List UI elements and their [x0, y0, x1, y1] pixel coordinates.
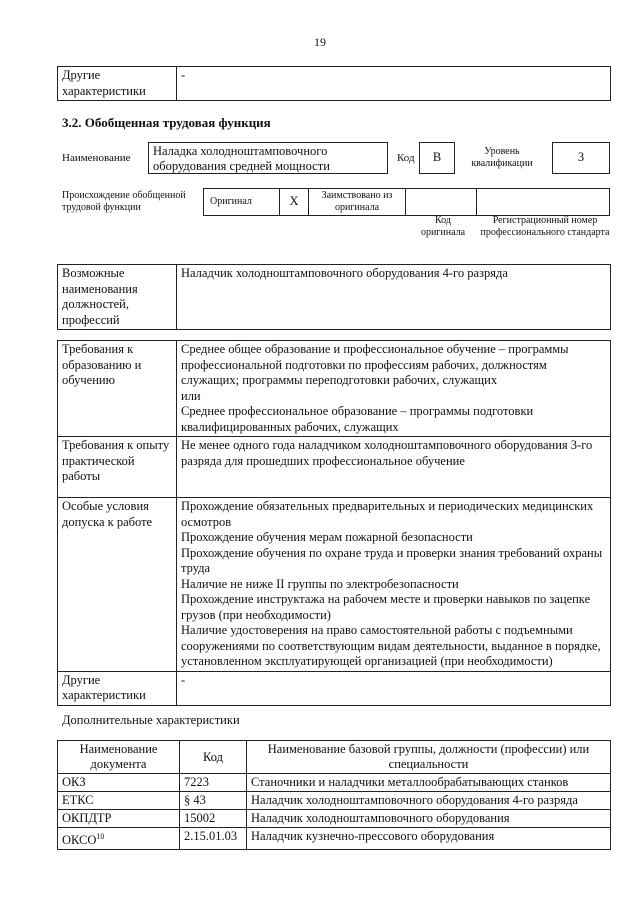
table-row	[58, 810, 611, 828]
row-code: 15002	[180, 810, 247, 828]
original-mark: X	[280, 189, 309, 216]
row-code: 2.15.01.03	[180, 828, 247, 850]
positions-table	[57, 264, 611, 330]
requirement-label: Требования к опыту практической работы	[58, 437, 177, 498]
requirement-row	[58, 671, 611, 705]
positions-value: Наладчик холодноштамповочного оборудования 4-го разряда	[177, 265, 611, 330]
row-document: ОКПДТР	[58, 810, 180, 828]
header-document: Наименование документа	[58, 741, 180, 774]
positions-label: Возможные наименования должностей, профессий	[58, 265, 177, 330]
requirement-row	[58, 437, 611, 498]
additional-title: Дополнительные характеристики	[62, 713, 240, 727]
level-value: 3	[552, 142, 610, 174]
header-name: Наименование базовой группы, должности (профессии) или специальности	[247, 741, 611, 774]
level-label: Уровень квалификации	[471, 146, 533, 169]
code-original-cell	[406, 189, 477, 216]
row-document: ОКЗ	[58, 774, 180, 792]
top-other-table	[57, 66, 611, 101]
requirement-line: Среднее общее образование и профессиональное обучение – программы профессиональной подготовки по профессиям рабочих, должностям служащих; программы переподготовки рабочих, служащих	[181, 342, 569, 387]
code-value: B	[419, 142, 455, 174]
origin-table	[203, 188, 610, 216]
requirement-line: Не менее одного года наладчиком холодноштамповочного оборудования 3-го разряда для прошедших профессиональное обучение	[181, 438, 593, 468]
reg-number-cell	[477, 189, 610, 216]
original-label: Оригинал	[204, 189, 280, 216]
requirement-line: -	[181, 672, 186, 687]
header-code: Код	[180, 741, 247, 774]
requirement-row	[58, 341, 611, 437]
row-name: Наладчик холодноштамповочного оборудования	[247, 810, 611, 828]
requirement-row	[58, 498, 611, 672]
additional-table	[57, 740, 611, 850]
row-name: Станочники и наладчики металлообрабатывающих станков	[247, 774, 611, 792]
requirement-line: Прохождение инструктажа на рабочем месте и проверки навыков по зацепке грузов (при необходимости)	[181, 592, 591, 622]
requirement-value	[177, 498, 611, 672]
requirement-label: Особые условия допуска к работе	[58, 498, 177, 672]
table-row	[58, 774, 611, 792]
requirements-table	[57, 340, 611, 706]
requirement-value	[177, 341, 611, 437]
requirement-line: Прохождение обучения мерам пожарной безопасности	[181, 530, 473, 544]
table-row	[58, 828, 611, 850]
row-code: 7223	[180, 774, 247, 792]
origin-label: Происхождение обобщенной трудовой функции	[62, 190, 186, 213]
code-label: Код	[397, 152, 415, 164]
row-document: ОКСО$^{10}$	[58, 828, 180, 850]
requirement-label: Другие характеристики	[58, 671, 177, 705]
name-label: Наименование	[62, 152, 131, 164]
row-code: § 43	[180, 792, 247, 810]
section-title: 3.2. Обобщенная трудовая функция	[62, 115, 271, 130]
row-document: ЕТКС	[58, 792, 180, 810]
requirement-label: Требования к образованию и обучению	[58, 341, 177, 437]
footnote-ref: 10	[96, 832, 105, 841]
additional-header-row	[58, 741, 611, 774]
row-name: Наладчик холодноштамповочного оборудования 4-го разряда	[247, 792, 611, 810]
top-other-label: Другие характеристики	[58, 67, 177, 101]
row-name: Наладчик кузнечно-прессового оборудования	[247, 828, 611, 850]
top-other-value: -	[177, 67, 611, 101]
borrowed-label: Заимствовано из оригинала	[309, 189, 406, 216]
requirement-line: или	[181, 388, 201, 403]
requirement-line: Прохождение обучения по охране труда и проверки знания требований охраны труда	[181, 545, 603, 575]
requirement-value	[177, 437, 611, 498]
requirement-line: Прохождение обязательных предварительных и периодических медицинских осмотров	[181, 499, 594, 529]
requirement-value	[177, 671, 611, 705]
requirement-line: Среднее профессиональное образование – программы подготовки квалифицированных рабочих, служащих	[181, 404, 534, 434]
requirement-line: Наличие удостоверения на право самостоятельной работы с подъемными сооружениями по соответствующим видам деятельности, выданное в порядке, установленном эксплуатирующей организацией (при необходимости)	[181, 623, 601, 668]
table-row	[58, 792, 611, 810]
reg-number-caption: Регистрационный номер профессионального стандарта	[480, 215, 610, 238]
page-number: 19	[314, 35, 326, 49]
code-original-caption: Код оригинала	[420, 215, 466, 238]
name-value: Наладка холодноштамповочного оборудования средней мощности	[148, 142, 388, 174]
requirement-line: Наличие не ниже II группы по электробезопасности	[181, 576, 459, 591]
